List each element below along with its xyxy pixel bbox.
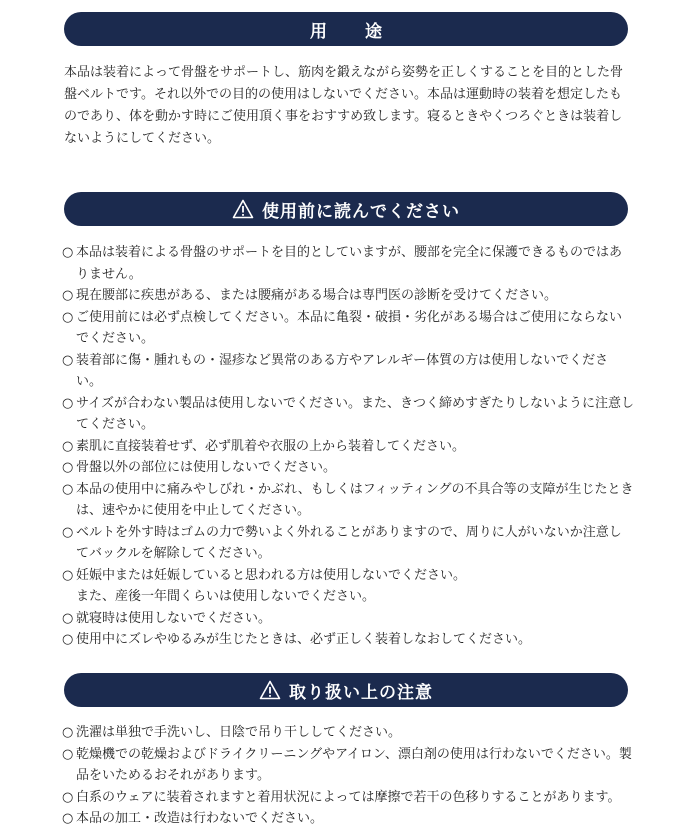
before-use-item-text: 本品は装着による骨盤のサポートを目的としていますが、腰部を完全に保護できるものではありません。 [76, 245, 623, 282]
bullet-circle: ○ [62, 746, 74, 762]
before-use-item-text: 妊娠中または妊娠していると思われる方は使用しないでください。 また、産後一年間くらいは使用しないでください。 [76, 567, 467, 604]
bullet-circle: ○ [62, 245, 74, 260]
usage-description: 本品は装着によって骨盤をサポートし、筋肉を鍛えながら姿勢を正しくすることを目的とした骨盤ベルトです。それ以外での目的の使用はしないでください。本品は運動時の装着を想定したものであり、体を動かす時にご使用頂く事をおすすめ致します。寝るときやくつろぐときは装着しないようにしてください。 [64, 65, 624, 146]
bullet-circle: ○ [62, 524, 74, 540]
handling-item [62, 787, 634, 809]
bullet-circle: ○ [62, 632, 74, 647]
usage-banner [64, 12, 628, 46]
bullet-circle: ○ [62, 481, 74, 497]
usage-title: 用 途 [310, 21, 398, 42]
handling-list [62, 722, 634, 830]
before-use-item-text: サイズが合わない製品は使用しないでください。また、きつく締めすぎたりしないように注意してください。 [76, 395, 634, 432]
before-use-item-text: 本品の使用中に痛みやしびれ・かぶれ、もしくはフィッティングの不具合等の支障が生じたときは、速やかに使用を中止してください。 [76, 481, 634, 518]
warning-icon [259, 680, 281, 700]
bullet-circle: ○ [62, 725, 74, 740]
handling-title: 取り扱い上の注意 [289, 682, 433, 703]
bullet-circle: ○ [62, 811, 74, 826]
before-use-item [62, 285, 634, 307]
before-use-item [62, 242, 634, 285]
before-use-item [62, 457, 634, 479]
bullet-circle: ○ [62, 460, 74, 475]
before-use-banner [64, 192, 628, 226]
bullet-circle: ○ [62, 567, 74, 583]
before-use-item [62, 393, 634, 436]
before-use-item-text: ベルトを外す時はゴムの力で勢いよく外れることがありますので、周りに人がいないか注意してバックルを解除してください。 [76, 524, 622, 561]
before-use-item-text: 使用中にズレやゆるみが生じたときは、必ず正しく装着しなおしてください。 [76, 632, 532, 647]
bullet-circle: ○ [62, 352, 74, 368]
handling-item [62, 744, 634, 787]
handling-item [62, 808, 634, 830]
before-use-item [62, 608, 634, 630]
bullet-circle: ○ [62, 288, 74, 303]
before-use-item-text: 骨盤以外の部位には使用しないでください。 [76, 460, 337, 475]
bullet-circle: ○ [62, 610, 74, 626]
before-use-item [62, 479, 634, 522]
before-use-item-text: 現在腰部に疾患がある、または腰痛がある場合は専門医の診断を受けてください。 [76, 288, 558, 303]
handling-banner [64, 673, 628, 707]
before-use-item [62, 565, 634, 608]
before-use-item [62, 307, 634, 350]
before-use-item [62, 522, 634, 565]
handling-item-text: 白系のウェアに装着されますと着用状況によっては摩擦で若干の色移りすることがあります。 [76, 789, 621, 805]
bullet-circle: ○ [62, 395, 74, 411]
handling-item-text: 乾燥機での乾燥およびドライクリーニングやアイロン、漂白剤の使用は行わないでください。製品をいためるおそれがあります。 [76, 746, 632, 783]
handling-item [62, 722, 634, 744]
before-use-item [62, 350, 634, 393]
before-use-item [62, 629, 634, 651]
handling-item-text: 洗濯は単独で手洗いし、日陰で吊り干ししてください。 [76, 725, 402, 740]
bullet-circle: ○ [62, 438, 74, 454]
before-use-list [62, 242, 634, 651]
before-use-item-text: ご使用前には必ず点検してください。本品に亀裂・破損・劣化がある場合はご使用にならないでください。 [76, 309, 623, 346]
bullet-circle: ○ [62, 789, 74, 805]
handling-item-text: 本品の加工・改造は行わないでください。 [76, 811, 324, 826]
before-use-item-text: 就寝時は使用しないでください。 [76, 610, 272, 626]
warning-icon [232, 199, 254, 219]
before-use-item [62, 436, 634, 458]
before-use-title: 使用前に読んでください [262, 201, 460, 222]
bullet-circle: ○ [62, 309, 74, 325]
before-use-item-text: 装着部に傷・腫れもの・湿疹など異常のある方やアレルギー体質の方は使用しないでください。 [76, 352, 609, 389]
before-use-item-text: 素肌に直接装着せず、必ず肌着や衣服の上から装着してください。 [76, 438, 465, 454]
